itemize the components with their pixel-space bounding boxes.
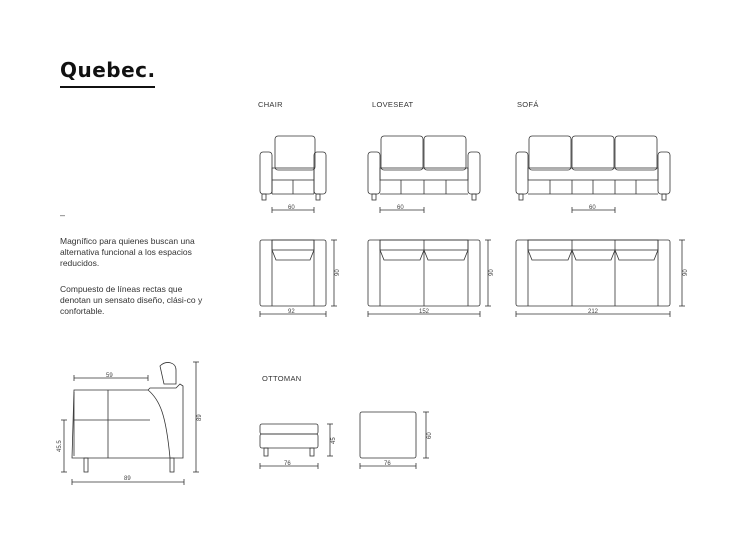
dim-loveseat-width: 152: [419, 309, 430, 315]
label-loveseat: LOVESEAT: [372, 100, 414, 109]
loveseat-top-drawing: [368, 240, 491, 317]
separator-dash: –: [60, 210, 66, 220]
dim-chair-width: 92: [288, 309, 295, 315]
dim-sofa-depth: 90: [683, 269, 689, 276]
dim-sofa-front-leg: 60: [589, 205, 596, 211]
dim-side-height: 89: [197, 414, 203, 421]
dim-chair-front-leg: 60: [288, 205, 295, 211]
dim-loveseat-depth: 90: [489, 269, 495, 276]
ottoman-side-drawing: [260, 424, 333, 469]
dim-ottoman-side-width: 76: [284, 461, 291, 467]
dim-ottoman-height: 45: [331, 437, 337, 444]
dim-loveseat-front-leg: 60: [397, 205, 404, 211]
dim-side-depth: 89: [124, 476, 131, 482]
dim-chair-depth: 90: [335, 269, 341, 276]
sofa-top-drawing: [516, 240, 685, 317]
chair-front-drawing: [260, 136, 326, 213]
loveseat-front-drawing: [368, 136, 480, 213]
label-chair: CHAIR: [258, 100, 283, 109]
label-ottoman: OTTOMAN: [262, 374, 302, 383]
label-sofa: SOFÁ: [517, 100, 539, 109]
side-view-drawing: [61, 362, 199, 485]
ottoman-top-drawing: [360, 412, 429, 469]
brand-title: Quebec.: [60, 58, 156, 82]
dim-ottoman-top-width: 76: [384, 461, 391, 467]
description-paragraph-2: Compuesto de líneas rectas que denotan un sensato diseño, clási-co y confortable.: [60, 284, 203, 316]
sofa-front-drawing: [516, 136, 670, 213]
chair-top-drawing: [260, 240, 337, 317]
dim-sofa-width: 212: [588, 309, 599, 315]
dim-side-seat-depth: 59: [106, 373, 113, 379]
dim-ottoman-top-depth: 60: [427, 432, 433, 439]
dim-side-seat-height: 45.5: [57, 440, 63, 452]
description-paragraph-1: Magnífico para quienes buscan una alternativa funcional a los espacios reducidos.: [60, 236, 195, 268]
